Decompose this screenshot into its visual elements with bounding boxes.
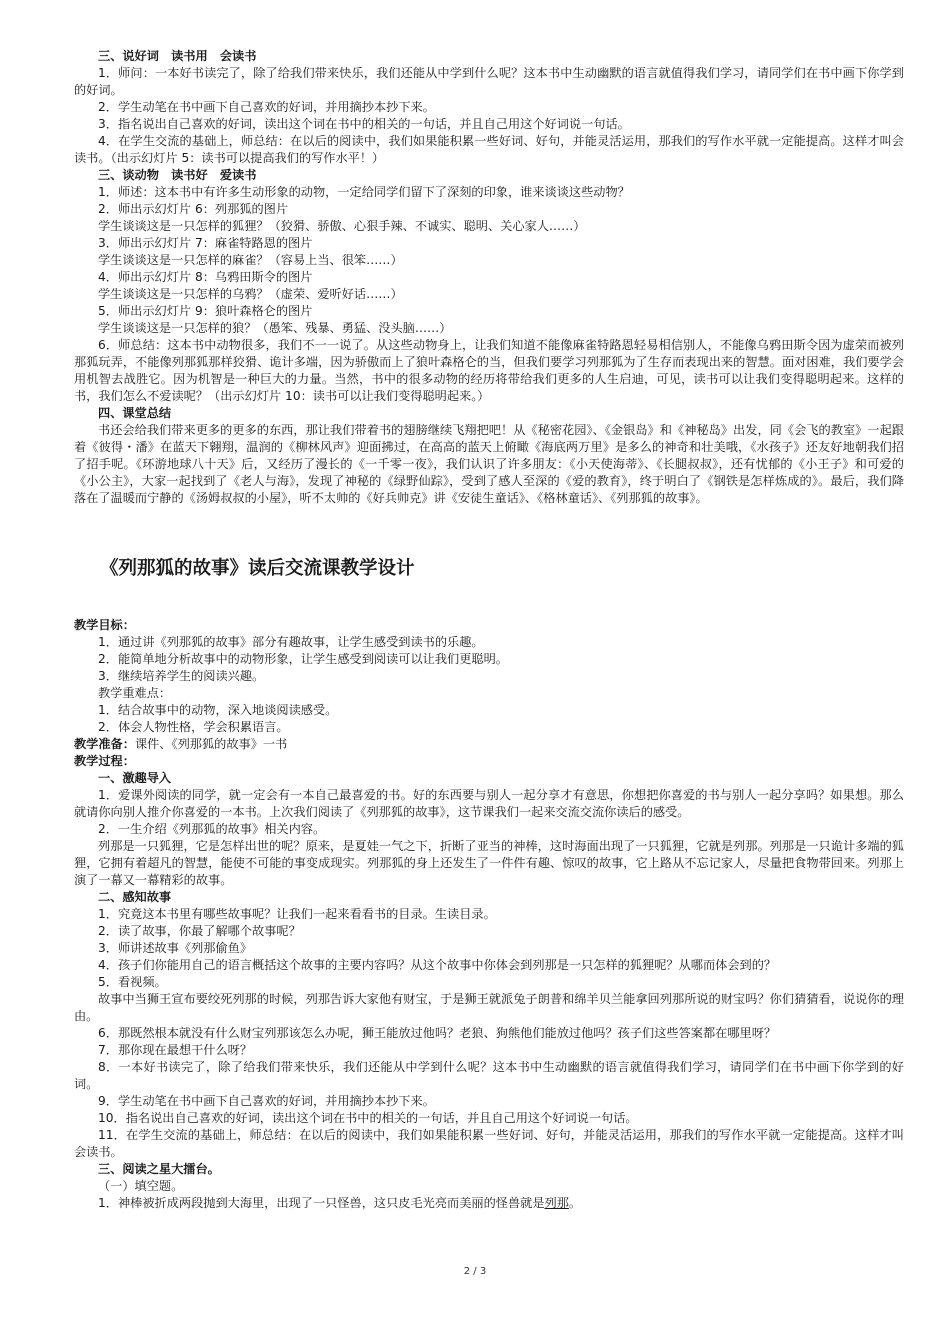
paragraph: 9．学生动笔在书中画下自己喜欢的好词，并用摘抄本抄下来。 (98, 1094, 435, 1108)
paragraph: 6．师总结：这本书中动物很多，我们不一一说了。从这些动物身上，让我们知道不能像麻雀特路恩轻易相信别人，不能像乌鸦田斯令因为虚荣而被列那狐玩弄，不能像列那狐那样狡猾、诡计多端，因为骄傲而上了狼叶森格仑的当，但我们要学习列那狐为了生存而表现出来的智慧。面对困难，我们要学会用机智去战胜它。因为机智是一种巨大的力量。当然，书中的很多动物的经历将带给我们更多的人生启迪，可见，读书可以让我们变得聪明起来。这样的书，我们怎么不爱读呢？（出示幻灯片 10：读书可以让我们变得聪明起来。） (74, 338, 904, 403)
paragraph: 4．师出示幻灯片 8：乌鸦田斯令的图片 (98, 270, 313, 284)
section-heading: 四、课堂总结 (98, 406, 172, 420)
paragraph: 1．究竟这本书里有哪些故事呢？让我们一起来看看书的目录。生读目录。 (98, 907, 496, 921)
paragraph: 5．看视频。 (98, 975, 167, 989)
paragraph: 1．通过讲《列那狐的故事》部分有趣故事，让学生感受到读书的乐趣。 (98, 635, 484, 649)
paragraph: 2．体会人物性格，学会积累语言。 (98, 720, 289, 734)
section-heading: 三、阅读之星大擂台。 (98, 1162, 220, 1176)
process-label: 教学过程： (74, 754, 135, 768)
paragraph: 2．一生介绍《列那狐的故事》相关内容。 (98, 822, 326, 836)
paragraph: 1．师问：一本好书读完了，除了给我们带来快乐，我们还能从中学到什么呢？这本书中生动幽默的语言就值得我们学习，请同学们在书中画下你学到的好词。 (74, 66, 904, 97)
question-prefix: 1．神棒被折成两段抛到大海里，出现了一只怪兽，这只皮毛光亮而美丽的怪兽就是 (98, 1196, 545, 1210)
paragraph: 10．指名说出自己喜欢的好词，读出这个词在书中的相关的一句话，并且自己用这个好词说一句话。 (98, 1111, 638, 1125)
section-heading: 二、感知故事 (98, 890, 172, 904)
prep-text: 课件、《列那狐的故事》一书 (134, 737, 288, 751)
paragraph: 学生谈谈这是一只怎样的麻雀？（容易上当、很笨……） (98, 253, 403, 267)
page-number: 2 / 3 (463, 1266, 487, 1277)
section-heading: 三、说好词 读书用 会读书 (98, 49, 257, 63)
paragraph: 3．师出示幻灯片 7：麻雀特路恩的图片 (98, 236, 313, 250)
paragraph: 故事中当狮王宣布要绞死列那的时候，列那告诉大家他有财宝，于是狮王就派兔子朗普和绵羊贝兰能拿回列那所说的财宝吗？你们猜猜看，说说你的理由。 (74, 992, 904, 1023)
paragraph: 4．在学生交流的基础上，师总结：在以后的阅读中，我们如果能积累一些好词、好句，并能灵活运用，那我们的写作水平就一定能提高。这样才叫会读书。（出示幻灯片 5：读书可以提高我们的写作水平！） (74, 134, 904, 165)
paragraph: 书还会给我们带来更多的更多的东西，那让我们带着书的翅膀继续飞翔把吧！从《秘密花园》、《金银岛》和《神秘岛》出发，同《会飞的教室》一起跟着《彼得・潘》在蓝天下翱翔，温润的《柳林风声》迎面拂过，在高高的蓝天上俯瞰《海底两万里》是多么的神奇和壮美哦，《水孩子》还友好地朝我们招了招手呢。《环游地球八十天》后，又经历了漫长的《一千零一夜》，我们认识了许多朋友：《小天使海蒂》、《长腿叔叔》，还有忧郁的《小王子》和可爱的《小公主》，大家一起找到了《老人与海》，发现了神秘的《绿野仙踪》，受到了感人至深的《爱的教育》，终于明白了《钢铁是怎样炼成的》。最后，我们降落在了温暖而宁静的《汤姆叔叔的小屋》，听不太帅的《好兵帅克》讲《安徒生童话》、《格林童话》、《列那狐的故事》。 (74, 423, 904, 505)
subheading: （一）填空题。 (98, 1179, 184, 1193)
paragraph: 7．那你现在最想干什么呀？ (98, 1043, 253, 1057)
paragraph: 3．继续培养学生的阅读兴趣。 (98, 669, 265, 683)
question (74, 1195, 904, 1212)
paragraph: 学生谈谈这是一只怎样的乌鸦？（虚荣、爱听好话……） (98, 287, 403, 301)
difficulty-label: 教学重难点： (98, 686, 172, 700)
paragraph: 1．师述：这本书中有许多生动形象的动物，一定给同学们留下了深刻的印象，谁来谈谈这些动物？ (98, 185, 630, 199)
prep-label: 教学准备： (74, 737, 135, 751)
paragraph: 2．学生动笔在书中画下自己喜欢的好词，并用摘抄本抄下来。 (98, 100, 435, 114)
section-heading: 三、谈动物 读书好 爱读书 (98, 168, 257, 182)
paragraph: 11．在学生交流的基础上，师总结：在以后的阅读中，我们如果能积累一些好词、好句，并能灵活运用，那我们的写作水平就一定能提高。这样才叫会读书。 (74, 1128, 904, 1159)
section-heading: 一、激趣导入 (98, 771, 172, 785)
prep-line (74, 736, 904, 753)
paragraph: 3．指名说出自己喜欢的好词，读出这个词在书中的相关的一句话，并且自己用这个好词说一句话。 (98, 117, 630, 131)
paragraph: 5．师出示幻灯片 9：狼叶森格仑的图片 (98, 304, 313, 318)
paragraph: 2．读了故事，你最了解哪个故事呢？ (98, 924, 301, 938)
paragraph: 1．爱课外阅读的同学，就一定会有一本自己最喜爱的书。好的东西要与别人一起分享才有意思，你想把你喜爱的书与别人一起分享吗？如果想。那么就请你向别人推介你喜爱的一本书。上次我们阅读了《列那狐的故事》，这节课我们一起来交流交流你读后的感受。 (74, 788, 904, 819)
document-title: 《列那狐的故事》读后交流课教学设计 (100, 558, 415, 579)
paragraph: 2．师出示幻灯片 6：列那狐的图片 (98, 202, 289, 216)
paragraph: 4．孩子们你能用自己的语言概括这个故事的主要内容吗？从这个故事中你体会到列那是一只怎样的狐狸呢？从哪而体会到的？ (98, 958, 777, 972)
paragraph: 列那是一只狐狸，它是怎样出世的呢？原来，是夏娃一气之下，折断了亚当的神棒，这时海面出现了一只狐狸，它就是列那。列那是一只诡计多端的狐狸，它拥有着超凡的智慧，能使不可能的事变成现实。列那狐的身上还发生了一件件有趣、惊叹的故事，它上路从不忘记家人，尽量把食物带回来。列那上演了一幕又一幕精彩的故事。 (74, 839, 904, 887)
paragraph: 2．能简单地分析故事中的动物形象，让学生感受到阅读可以让我们更聪明。 (98, 652, 508, 666)
goals-label: 教学目标： (74, 618, 135, 632)
question-answer: 列那 (544, 1196, 569, 1210)
paragraph: 学生谈谈这是一只怎样的狼？（愚笨、残暴、勇猛、没头脑……） (98, 321, 452, 335)
paragraph: 8．一本好书读完了，除了给我们带来快乐，我们还能从中学到什么呢？这本书中生动幽默的语言就值得我们学习，请同学们在书中画下你学到的好词。 (74, 1060, 904, 1091)
paragraph: 3．师讲述故事《列那偷鱼》 (98, 941, 253, 955)
spacer (74, 507, 904, 557)
paragraph: 学生谈谈这是一只怎样的狐狸？（狡猾、骄傲、心狠手辣、不诚实、聪明、关心家人……） (98, 219, 586, 233)
document-page (74, 48, 904, 1212)
question-suffix: 。 (568, 1196, 582, 1210)
paragraph: 1．结合故事中的动物，深入地谈阅读感受。 (98, 703, 338, 717)
paragraph: 6．那既然根本就没有什么财宝列那该怎么办呢，狮王能放过他吗？老狼、狗熊他们能放过他吗？孩子们这些答案都在哪里呀？ (98, 1026, 777, 1040)
